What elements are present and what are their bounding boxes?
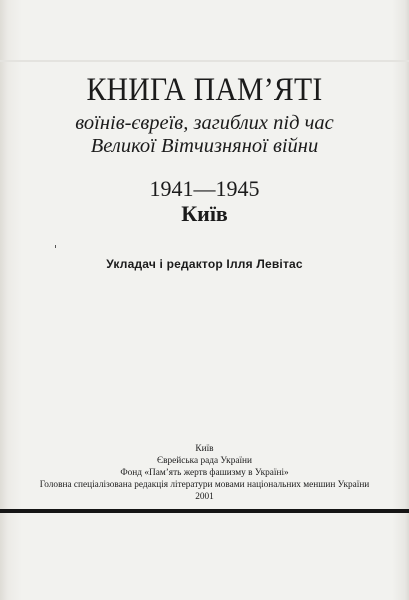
subtitle-line-2: Великої Вітчизняної війни <box>90 135 319 157</box>
imprint-publisher-2: Фонд «Пам’ять жертв фашизму в Україні» <box>120 468 289 478</box>
years: 1941—1945 <box>149 176 260 201</box>
bottom-rule <box>0 509 409 513</box>
city-heading: Київ <box>181 201 228 226</box>
imprint-city: Київ <box>195 444 214 454</box>
book-title: КНИГА ПАМ’ЯТІ <box>86 72 323 108</box>
print-speck <box>55 245 56 248</box>
subtitle-line-1: воїнів-євреїв, загиблих під час <box>75 112 334 134</box>
imprint-publisher-3: Головна спеціалізована редакція літератури мовами національних меншин України <box>39 480 370 490</box>
compiler-editor: Укладач і редактор Ілля Левітас <box>106 257 303 271</box>
imprint-publisher-1: Єврейська рада України <box>156 456 253 466</box>
imprint-year: 2001 <box>195 492 214 502</box>
bleed-through-mark <box>0 60 409 62</box>
